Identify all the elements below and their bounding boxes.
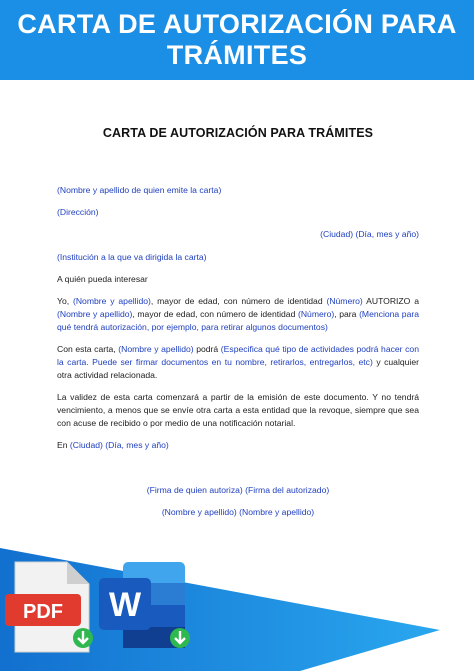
banner-title: CARTA DE AUTORIZACIÓN PARA TRÁMITES xyxy=(17,9,457,70)
paragraph-authorization: Yo, (Nombre y apellido), mayor de edad, con número de identidad (Número) AUTORIZO a (Nombre y apellido), mayor de edad, con número de identidad (Número), para (Menciona para qué tendrá autorización, por ejemplo, para retirar algunos documentos) xyxy=(57,296,419,332)
salutation: A quién pueda interesar xyxy=(57,274,148,284)
institution-field: (Institución a la que va dirigida la carta) xyxy=(57,252,207,262)
word-label: W xyxy=(108,586,142,624)
closing-line: En (Ciudad) (Día, mes y año) xyxy=(57,440,169,450)
address-field: (Dirección) xyxy=(57,207,99,217)
document-title: CARTA DE AUTORIZACIÓN PARA TRÁMITES xyxy=(102,126,374,140)
issuer-field: (Nombre y apellido de quien emite la carta) xyxy=(57,185,222,195)
pdf-label: PDF xyxy=(23,601,63,623)
paragraph-activities: Con esta carta, (Nombre y apellido) podrá (Especifica qué tipo de actividades podrá hacer con la carta. Puede ser firmar documentos en tu nombre, retirarlos, entregarlos, etc) y cualquier otra actividad relacionada. xyxy=(57,344,419,380)
city-date-field: (Ciudad) (Día, mes y año) xyxy=(320,229,419,239)
title-banner xyxy=(0,0,474,80)
paragraph-validity: La validez de esta carta comenzará a partir de la emisión de este documento. Y no tendrá vencimiento, a menos que se envíe otra carta a esta entidad que la revoque, siempre que sea con acuse de recibido o por medio de una notificación notarial. xyxy=(57,392,419,428)
names-line: (Nombre y apellido) (Nombre y apellido) xyxy=(161,507,315,517)
pdf-file-icon[interactable] xyxy=(5,558,95,658)
signature-line: (Firma de quien autoriza) (Firma del autorizado) xyxy=(146,485,330,495)
letter-document xyxy=(57,124,419,519)
word-file-icon[interactable] xyxy=(97,556,197,656)
